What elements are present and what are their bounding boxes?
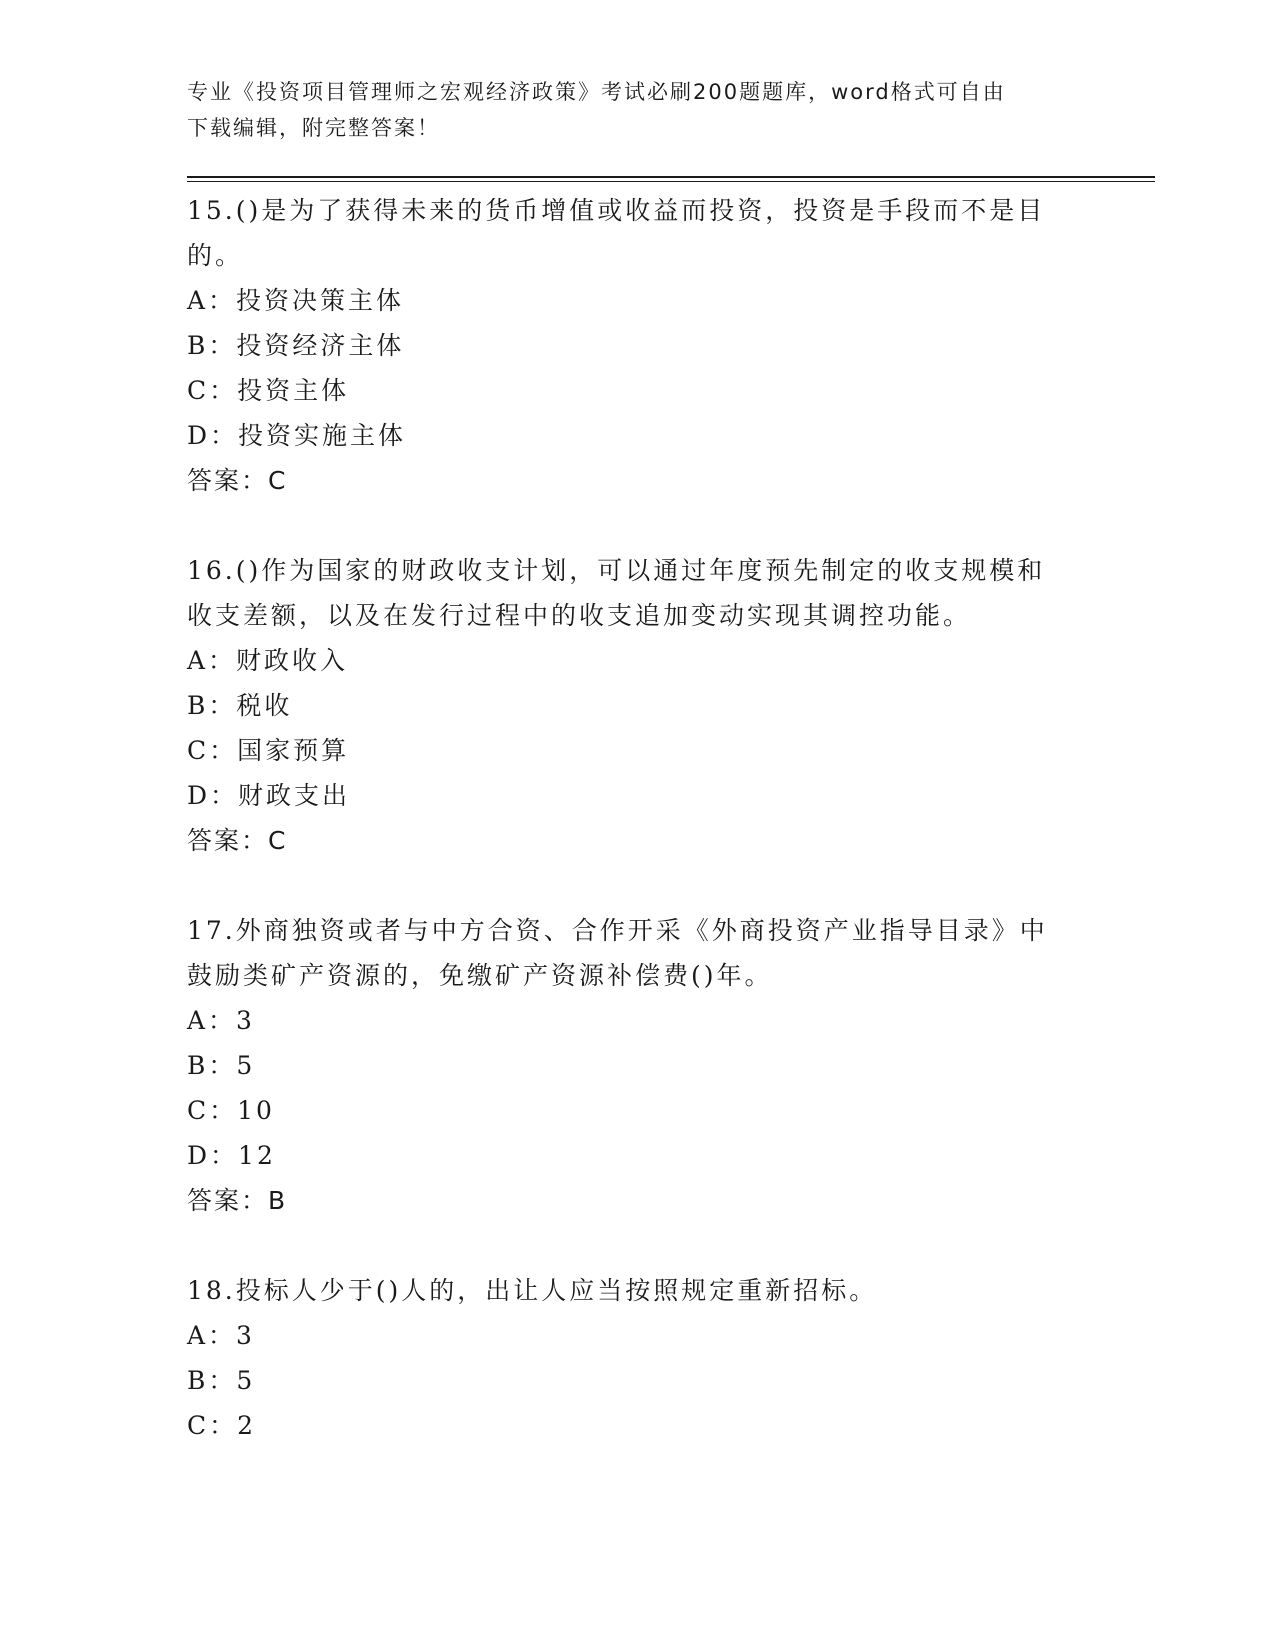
option-b: B：税收 [187,691,293,720]
option-c: C：2 [187,1411,257,1440]
option-a: A：投资决策主体 [187,286,405,315]
question-stem-continued: 收支差额，以及在发行过程中的收支追加变动实现其调控功能。 [187,601,972,630]
option-a: A：财政收入 [187,646,349,675]
question-stem: 15.()是为了获得未来的货币增值或收益而投资，投资是手段而不是目 [187,196,1046,225]
option-b: B：5 [187,1366,256,1395]
question-18 [187,1268,1087,1448]
question-17 [187,908,1087,1223]
option-a: A：3 [187,1006,255,1035]
option-c: C：投资主体 [187,376,350,405]
document-header [187,74,1067,146]
option-c: C：国家预算 [187,736,350,765]
header-divider-thin [187,181,1155,182]
question-15 [187,188,1087,503]
option-b: B：投资经济主体 [187,331,405,360]
answer-line: 答案：C [187,826,288,855]
option-b: B：5 [187,1051,256,1080]
question-stem: 18.投标人少于()人的，出让人应当按照规定重新招标。 [187,1276,878,1305]
question-list [187,188,1087,1493]
question-stem-continued: 鼓励类矿产资源的，免缴矿产资源补偿费()年。 [187,961,773,990]
answer-line: 答案：C [187,466,288,495]
option-c: C：10 [187,1096,275,1125]
question-stem: 17.外商独资或者与中方合资、合作开采《外商投资产业指导目录》中 [187,916,1048,945]
header-line-1: 专业《投资项目管理师之宏观经济政策》考试必刷200题题库，word格式可自由 [187,80,1006,104]
header-line-2: 下载编辑，附完整答案！ [187,116,440,140]
header-divider-thick [187,176,1155,178]
option-d: D：投资实施主体 [187,421,407,450]
option-d: D：12 [187,1141,276,1170]
question-16 [187,548,1087,863]
question-stem: 16.()作为国家的财政收支计划，可以通过年度预先制定的收支规模和 [187,556,1046,585]
question-stem-continued: 的。 [187,241,244,270]
option-a: A：3 [187,1321,255,1350]
answer-line: 答案：B [187,1186,288,1215]
option-d: D：财政支出 [187,781,351,810]
